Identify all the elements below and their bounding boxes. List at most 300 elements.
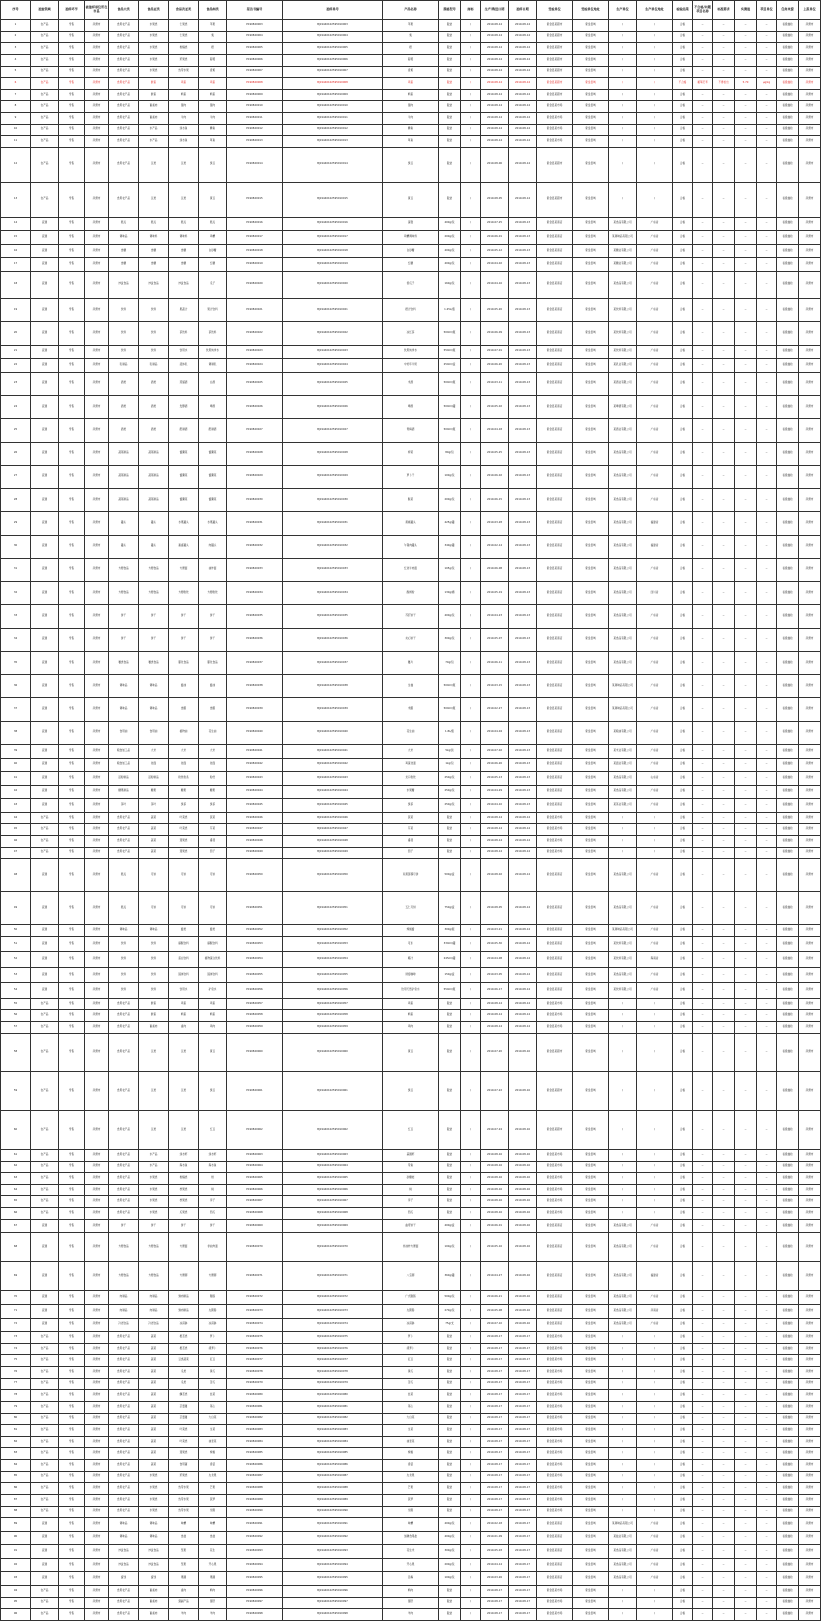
table-cell: 鸡蛋挂面 xyxy=(383,758,439,772)
table-cell: 合格 xyxy=(673,925,693,937)
table-cell: 羊肉 xyxy=(199,1609,227,1621)
table-cell: -- xyxy=(713,558,735,581)
table-cell: P190820082 xyxy=(227,1413,283,1425)
table-cell: P190820093 xyxy=(227,1545,283,1559)
table-cell: -- xyxy=(693,1355,713,1367)
table-cell: 紫金县城 xyxy=(573,1184,609,1196)
table-cell: 河源市 xyxy=(85,1355,109,1367)
table-cell: -- xyxy=(713,1033,735,1072)
table-cell: 酱腌菜 xyxy=(169,442,199,465)
table-cell: 紫金县城 xyxy=(573,582,609,605)
table-cell: / xyxy=(461,419,481,442)
table-cell: 1kg/包 xyxy=(439,758,461,772)
table-cell: 芒果 xyxy=(199,1483,227,1495)
table-cell: 零售 xyxy=(59,136,85,148)
table-cell: 2019-08-14 xyxy=(481,66,509,78)
table-cell: P190820049 xyxy=(227,847,283,859)
table-cell: 河源市 xyxy=(85,217,109,231)
table-cell: 蛋白饮料 xyxy=(169,952,199,968)
table-cell: 散装 xyxy=(439,1208,461,1220)
table-cell: 河源市 xyxy=(85,799,109,813)
table-cell: BJ19440102595010030 xyxy=(283,489,383,512)
table-cell: / xyxy=(461,1545,481,1559)
table-cell: / xyxy=(609,1355,637,1367)
table-cell: 河源市 xyxy=(85,1494,109,1506)
table-cell: 河源市 xyxy=(85,1545,109,1559)
table-cell: 花生油 xyxy=(383,721,439,744)
table-cell: 省级抽检 xyxy=(777,258,799,272)
table-cell: -- xyxy=(693,925,713,937)
table-cell: / xyxy=(637,1196,673,1208)
table-cell: 河源市 xyxy=(85,1010,109,1022)
table-cell: 合格 xyxy=(673,967,693,983)
table-cell: / xyxy=(461,1208,481,1220)
table-cell: 2019-08-14 xyxy=(509,1010,537,1022)
table-cell: 26 xyxy=(1,442,31,465)
table-cell: 鳞茎类 xyxy=(169,1390,199,1402)
table-cell: 河源市 xyxy=(799,892,821,925)
table-cell: -- xyxy=(713,1572,735,1586)
table-cell: 零售 xyxy=(59,345,85,359)
table-row xyxy=(1,721,821,744)
table-cell: / xyxy=(609,836,637,848)
table-cell: / xyxy=(461,322,481,345)
table-cell: BJ19440102595010024 xyxy=(283,359,383,373)
table-cell: 省级抽检 xyxy=(777,1378,799,1390)
table-cell: 2019-05-02 xyxy=(481,395,509,418)
table-cell: 饮用纯净水 xyxy=(199,345,227,359)
table-cell: BJ19440102595010077 xyxy=(283,1355,383,1367)
table-cell: 2019-04-02 xyxy=(481,258,509,272)
table-cell: 河源市 xyxy=(85,1401,109,1413)
table-cell: 省级抽检 xyxy=(777,31,799,43)
table-cell: -- xyxy=(713,1483,735,1495)
table-cell: 饮料 xyxy=(109,967,139,983)
table-cell: -- xyxy=(713,1413,735,1425)
table-cell: -- xyxy=(713,721,735,744)
table-cell: 42 xyxy=(1,785,31,799)
table-cell: 2019-08-16 xyxy=(481,1196,509,1208)
table-cell: 食用农产品 xyxy=(109,1033,139,1072)
table-cell: 零售 xyxy=(59,1390,85,1402)
table-cell: 紫金县某商店 xyxy=(537,244,573,258)
table-cell: 36 xyxy=(1,675,31,698)
table-cell: 省级抽检 xyxy=(777,1471,799,1483)
table-cell: 流通 xyxy=(31,1233,59,1262)
table-cell: -- xyxy=(757,1425,777,1437)
table-cell: 蔬菜 xyxy=(139,1367,169,1379)
table-cell: -- xyxy=(713,1022,735,1034)
table-cell: 流通 xyxy=(31,489,59,512)
table-cell: -- xyxy=(757,1506,777,1518)
table-cell: P190820003 xyxy=(227,20,283,32)
table-cell: 根茎类 xyxy=(169,1343,199,1355)
table-cell: 肉制品 xyxy=(109,1305,139,1319)
table-cell: 某调味品有限公司 xyxy=(609,1518,637,1532)
table-cell: / xyxy=(637,1355,673,1367)
table-cell: 38 xyxy=(1,721,31,744)
table-cell: 2019-08-14 xyxy=(509,78,537,90)
table-cell: / xyxy=(609,1401,637,1413)
column-header: 序号 xyxy=(1,1,31,20)
table-cell: 紫金县某超市 xyxy=(537,1033,573,1072)
column-header: 上报单位 xyxy=(799,1,821,20)
table-cell: P190820011 xyxy=(227,113,283,125)
table-cell: 紫金县城 xyxy=(573,1010,609,1022)
table-cell: 3 xyxy=(1,43,31,55)
table-cell: P190820060 xyxy=(227,1033,283,1072)
table-cell: 76 xyxy=(1,1367,31,1379)
table-cell: 河源市 xyxy=(85,1367,109,1379)
table-cell: -- xyxy=(713,20,735,32)
table-cell: 2019-08-13 xyxy=(509,785,537,799)
table-cell: 2019-08-14 xyxy=(509,101,537,113)
table-cell: -- xyxy=(693,1072,713,1111)
table-cell: 河源市 xyxy=(799,998,821,1010)
table-cell: 合格 xyxy=(673,182,693,217)
table-cell: 某食品有限公司 xyxy=(609,892,637,925)
table-cell: P190820069 xyxy=(227,1219,283,1233)
table-cell: 散装 xyxy=(439,812,461,824)
table-cell: 豆类 xyxy=(139,1072,169,1111)
table-cell: -- xyxy=(693,244,713,258)
table-cell: / xyxy=(637,1436,673,1448)
table-cell: 河源市 xyxy=(85,182,109,217)
table-row xyxy=(1,824,821,836)
table-cell: 农产品 xyxy=(31,124,59,136)
table-cell: 河源市 xyxy=(799,1196,821,1208)
table-cell: / xyxy=(461,582,481,605)
table-cell: 2019-08-13 xyxy=(509,721,537,744)
table-cell: 合格 xyxy=(673,54,693,66)
table-cell: P190820085 xyxy=(227,1448,283,1460)
table-cell: 2019-08-13 xyxy=(509,395,537,418)
table-cell: 某酒业有限公司 xyxy=(609,419,637,442)
table-cell: 农产品 xyxy=(31,101,59,113)
table-cell: -- xyxy=(693,1425,713,1437)
table-cell: -- xyxy=(757,628,777,651)
table-cell: -- xyxy=(735,1531,757,1545)
table-cell: 省级抽检 xyxy=(777,698,799,721)
table-cell: 流通 xyxy=(31,892,59,925)
table-cell: -- xyxy=(693,465,713,488)
table-cell: / xyxy=(461,1184,481,1196)
table-cell: -- xyxy=(713,54,735,66)
table-cell: 省级抽检 xyxy=(777,983,799,999)
table-cell: 河源市 xyxy=(799,936,821,952)
table-cell: -- xyxy=(735,113,757,125)
table-cell: 河源市 xyxy=(799,1506,821,1518)
table-cell: 河源市 xyxy=(799,1355,821,1367)
table-cell: / xyxy=(461,1033,481,1072)
table-row xyxy=(1,78,821,90)
table-cell: 2019-07-10 xyxy=(481,1318,509,1332)
table-cell: 2019-08-17 xyxy=(481,1332,509,1344)
table-cell: 蔬菜 xyxy=(139,1378,169,1390)
table-cell: 鸡蛋 xyxy=(169,998,199,1010)
table-cell: 56 xyxy=(1,1010,31,1022)
table-cell: 食用农产品 xyxy=(109,1460,139,1472)
table-cell: 合格 xyxy=(673,322,693,345)
table-cell: 2019-08-14 xyxy=(481,31,509,43)
table-cell: 河源市 xyxy=(85,113,109,125)
table-row xyxy=(1,1196,821,1208)
table-cell: -- xyxy=(693,1343,713,1355)
table-cell: / xyxy=(461,372,481,395)
table-cell: / xyxy=(461,182,481,217)
table-cell: 流通 xyxy=(31,535,59,558)
table-cell: 400g/包 xyxy=(439,217,461,231)
table-cell: 果汁饮料 xyxy=(199,299,227,322)
table-cell: 某食品有限公司 xyxy=(609,967,637,983)
table-cell: 大白菜 xyxy=(383,1413,439,1425)
table-cell: 零售 xyxy=(59,1111,85,1150)
table-cell: 茶叶 xyxy=(109,799,139,813)
table-cell: 散装 xyxy=(439,1367,461,1379)
table-cell: 河源市 xyxy=(85,101,109,113)
table-cell: 鲜蛋 xyxy=(139,1010,169,1022)
table-cell: BJ19440102595010083 xyxy=(283,1425,383,1437)
table-cell: 畜禽肉 xyxy=(139,1585,169,1597)
table-cell: 省级抽检 xyxy=(777,1572,799,1586)
table-cell: / xyxy=(637,136,673,148)
table-cell: 农产品 xyxy=(31,847,59,859)
table-cell: -- xyxy=(757,43,777,55)
table-cell: 合格 xyxy=(673,812,693,824)
table-cell: -- xyxy=(735,1010,757,1022)
table-cell: -- xyxy=(713,1378,735,1390)
table-cell: -- xyxy=(735,1072,757,1111)
table-cell: 酒类 xyxy=(109,395,139,418)
table-cell: BJ19440102595010074 xyxy=(283,1318,383,1332)
table-cell: 零售 xyxy=(59,952,85,968)
table-cell: 零售 xyxy=(59,1010,85,1022)
table-cell: 河源市 xyxy=(85,698,109,721)
table-cell: 河源市 xyxy=(85,1609,109,1621)
table-cell: P190820042 xyxy=(227,758,283,772)
table-row xyxy=(1,395,821,418)
table-cell: 农产品 xyxy=(31,1367,59,1379)
table-cell: / xyxy=(461,78,481,90)
table-cell: -- xyxy=(693,1262,713,1291)
table-cell: -- xyxy=(713,1531,735,1545)
table-cell: 果蔬汁 xyxy=(169,299,199,322)
table-cell: 2019-08-14 xyxy=(509,54,537,66)
table-cell: -- xyxy=(693,271,713,298)
table-cell: 2019-06-09 xyxy=(481,322,509,345)
table-cell: 河源市 xyxy=(85,489,109,512)
table-cell: 340g/罐 xyxy=(439,535,461,558)
table-cell: 省级抽检 xyxy=(777,1149,799,1161)
table-cell: 河源市 xyxy=(85,1219,109,1233)
table-cell: 2019-08-17 xyxy=(509,1401,537,1413)
table-cell: 酱油 xyxy=(169,675,199,698)
table-cell: -- xyxy=(735,698,757,721)
table-cell: 挂面 xyxy=(199,758,227,772)
table-cell: 食用农产品 xyxy=(109,812,139,824)
table-cell: 400g/包 xyxy=(439,258,461,272)
table-cell: -- xyxy=(693,1448,713,1460)
table-cell: 叶菜类 xyxy=(169,824,199,836)
table-cell: 零售 xyxy=(59,1291,85,1305)
table-cell: 酒类 xyxy=(109,419,139,442)
table-cell: 食用农产品 xyxy=(109,113,139,125)
table-cell: 2019-08-05 xyxy=(481,892,509,925)
table-cell: 中老年牛奶 xyxy=(383,359,439,373)
table-cell: P190820018 xyxy=(227,244,283,258)
table-cell: -- xyxy=(735,1436,757,1448)
table-cell: 400g/包 xyxy=(439,605,461,628)
table-cell: 43 xyxy=(1,799,31,813)
table-cell: 紫金县城 xyxy=(573,244,609,258)
table-cell: -- xyxy=(693,1196,713,1208)
table-cell: 河源市 xyxy=(85,258,109,272)
table-cell: 2019-08-14 xyxy=(509,892,537,925)
table-row xyxy=(1,1219,821,1233)
table-cell: 散装 xyxy=(439,847,461,859)
table-cell: / xyxy=(461,651,481,674)
table-cell: -- xyxy=(713,1355,735,1367)
table-cell: 2019-08-17 xyxy=(509,1483,537,1495)
table-cell: 月饼 xyxy=(139,859,169,892)
table-cell: / xyxy=(637,1401,673,1413)
table-cell: 75g/支 xyxy=(439,1318,461,1332)
table-cell: 紫金县某商店 xyxy=(537,758,573,772)
table-cell: -- xyxy=(757,395,777,418)
table-cell: -- xyxy=(757,512,777,535)
table-cell: 淡水虾 xyxy=(199,1149,227,1161)
table-cell: 某调味品有限公司 xyxy=(609,231,637,245)
table-cell: 黄桃罐头 xyxy=(383,512,439,535)
table-cell: 省级抽检 xyxy=(777,1196,799,1208)
table-cell: P190820030 xyxy=(227,489,283,512)
table-cell: 不合格 xyxy=(673,78,693,90)
table-cell: 食用油 xyxy=(109,721,139,744)
table-row xyxy=(1,1518,821,1532)
table-cell: 合格 xyxy=(673,1033,693,1072)
table-cell: 酱腌菜 xyxy=(169,489,199,512)
table-cell: 生抽 xyxy=(383,675,439,698)
table-cell: 月饼 xyxy=(139,892,169,925)
table-cell: 零售 xyxy=(59,1367,85,1379)
table-cell: -- xyxy=(757,1149,777,1161)
table-cell: 85 xyxy=(1,1471,31,1483)
table-cell: 散装 xyxy=(439,136,461,148)
table-cell: 500g/包 xyxy=(439,1291,461,1305)
table-row xyxy=(1,136,821,148)
table-cell: 胡萝卜 xyxy=(383,1343,439,1355)
table-cell: -- xyxy=(713,1448,735,1460)
table-cell: 合格 xyxy=(673,1471,693,1483)
table-cell: 基围虾 xyxy=(383,1149,439,1161)
table-cell: / xyxy=(609,1208,637,1220)
table-cell: -- xyxy=(757,299,777,322)
table-cell: / xyxy=(637,1208,673,1220)
table-cell: P190820023 xyxy=(227,345,283,359)
table-cell: 调味品 xyxy=(139,698,169,721)
table-cell: 味精 xyxy=(199,1518,227,1532)
table-cell: BJ19440102595010080 xyxy=(283,1390,383,1402)
table-cell: 食用农产品 xyxy=(109,78,139,90)
table-cell: 紫金县城 xyxy=(573,721,609,744)
table-cell: 散装 xyxy=(439,1343,461,1355)
table-cell: 紫金县城 xyxy=(573,892,609,925)
table-cell: 500ml/瓶 xyxy=(439,322,461,345)
table-cell: 2019-08-16 xyxy=(509,1305,537,1319)
table-row xyxy=(1,271,821,298)
table-cell: 零售 xyxy=(59,1208,85,1220)
table-cell: 河源市 xyxy=(799,465,821,488)
table-cell: 合格 xyxy=(673,1332,693,1344)
table-cell: 鸡蛋 xyxy=(383,998,439,1010)
table-cell: 蔬菜 xyxy=(139,1436,169,1448)
table-cell: 梨 xyxy=(383,31,439,43)
table-cell: 紫金县某市场 xyxy=(537,812,573,824)
table-cell: 流通 xyxy=(31,322,59,345)
table-cell: 2019-08-17 xyxy=(481,1367,509,1379)
table-cell: 散装 xyxy=(439,1378,461,1390)
table-cell: 紫金县某市场 xyxy=(537,847,573,859)
table-cell: 河源市 xyxy=(85,271,109,298)
table-cell: -- xyxy=(713,1219,735,1233)
table-cell: -- xyxy=(757,1585,777,1597)
table-cell: BJ19440102595010057 xyxy=(283,998,383,1010)
table-cell: 500ml/瓶 xyxy=(439,675,461,698)
table-cell: / xyxy=(461,744,481,758)
table-cell: 合格 xyxy=(673,1494,693,1506)
table-cell: 植物油 xyxy=(169,721,199,744)
table-cell: 豇豆 xyxy=(199,1355,227,1367)
table-cell: 蛋糕 xyxy=(383,217,439,231)
table-cell: 河源市 xyxy=(799,1585,821,1597)
table-cell: 方便食品 xyxy=(139,1233,169,1262)
table-cell: 鸭肉 xyxy=(199,1585,227,1597)
table-cell: 零售 xyxy=(59,1401,85,1413)
table-cell: / xyxy=(609,1111,637,1150)
table-cell: 合格 xyxy=(673,43,693,55)
table-cell: / xyxy=(461,936,481,952)
table-cell: -- xyxy=(757,372,777,395)
table-cell: 63 xyxy=(1,1173,31,1185)
table-cell: 广东省 xyxy=(637,395,673,418)
table-cell: 紫金县城 xyxy=(573,1219,609,1233)
table-cell: 2019-08-17 xyxy=(509,1609,537,1621)
table-cell: 农产品 xyxy=(31,1378,59,1390)
table-cell: BJ19440102595010071 xyxy=(283,1262,383,1291)
table-row xyxy=(1,698,821,721)
table-cell: -- xyxy=(757,1390,777,1402)
table-row xyxy=(1,419,821,442)
table-cell: 豆类 xyxy=(169,1111,199,1150)
table-cell: -- xyxy=(735,1262,757,1291)
table-cell: -- xyxy=(693,582,713,605)
table-cell: 饮料 xyxy=(109,936,139,952)
table-cell: BJ19440102595010060 xyxy=(283,1033,383,1072)
table-cell: 2019-05-30 xyxy=(481,936,509,952)
table-cell: 河源市 xyxy=(799,1609,821,1621)
table-cell: BJ19440102595010069 xyxy=(283,1219,383,1233)
table-cell: 8 xyxy=(1,101,31,113)
table-cell: 炒货食品 xyxy=(109,1558,139,1572)
table-cell: 河源市 xyxy=(799,1208,821,1220)
column-header: 项目单位 xyxy=(757,1,777,20)
table-cell: 2019-08-17 xyxy=(481,1597,509,1609)
column-header: 食品细类 xyxy=(199,1,227,20)
table-cell: 紫金县城 xyxy=(573,1161,609,1173)
table-cell: 流通 xyxy=(31,983,59,999)
table-cell: 某食品有限公司 xyxy=(609,651,637,674)
table-cell: / xyxy=(609,1332,637,1344)
